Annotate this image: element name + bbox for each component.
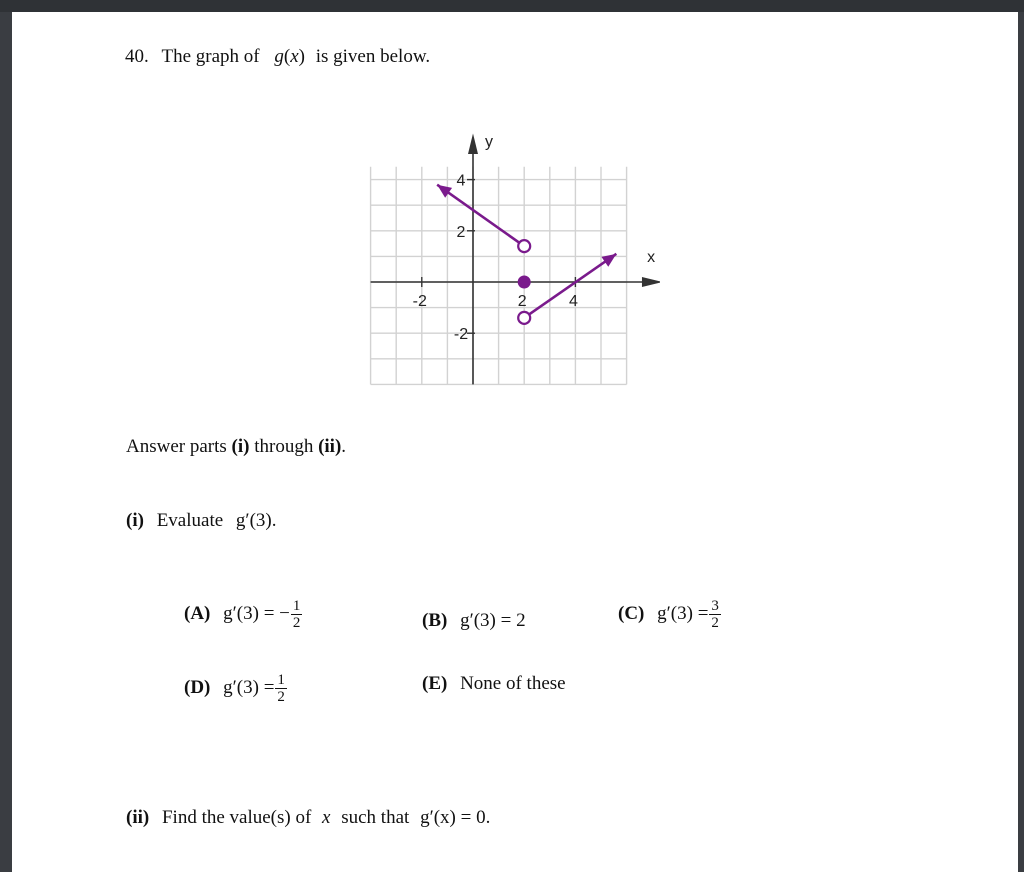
part-i-text: Evaluate — [156, 510, 224, 531]
part-ii-text2: such that — [341, 807, 410, 828]
paren-open: ( — [283, 46, 291, 67]
choice-a-label: (A) — [184, 602, 211, 624]
question-outro: is given below. — [315, 46, 431, 67]
y-axis-arrow — [468, 134, 478, 154]
function-graph — [360, 95, 660, 395]
choice-d-label: (D) — [184, 676, 211, 698]
segment-left — [437, 185, 524, 246]
choice-a-lhs: g′(3) = − — [223, 602, 290, 624]
instructions — [126, 436, 346, 458]
choice-e-label: (E) — [422, 673, 448, 694]
document-page — [12, 12, 1018, 872]
part-i-expr: g′(3). — [235, 510, 277, 531]
open-point — [518, 240, 530, 252]
y-axis-label: y — [485, 133, 493, 151]
x-tick-label: 2 — [517, 293, 527, 310]
choice-e-text: None of these — [460, 673, 566, 694]
y-tick-label: -2 — [453, 326, 469, 344]
graph-ticks — [413, 173, 578, 344]
choice-e[interactable] — [422, 673, 566, 695]
question-intro: The graph of — [161, 46, 260, 67]
graph-axes — [371, 134, 660, 385]
question-number: 40. — [125, 46, 149, 67]
graph-points — [518, 240, 531, 324]
x-axis-arrow — [642, 277, 660, 287]
part-ii-prompt — [126, 807, 490, 829]
x-tick-label: -2 — [412, 293, 427, 310]
part-ii-text1: Find the value(s) of — [161, 807, 312, 828]
part-ii-expr: g′(x) = 0. — [420, 807, 491, 828]
choice-c-lhs: g′(3) = — [657, 602, 709, 624]
part-i-prompt — [126, 510, 276, 532]
closed-point — [518, 276, 531, 289]
x-axis-label: x — [647, 249, 656, 266]
x-tick-label: 4 — [568, 293, 578, 310]
graph-grid — [371, 167, 627, 385]
instructions-part1: (i) — [231, 436, 250, 457]
choice-c[interactable] — [618, 598, 722, 631]
part-ii-var: x — [322, 807, 331, 828]
y-tick-label: 2 — [456, 223, 466, 241]
choice-a[interactable] — [184, 598, 303, 631]
y-tick-label: 4 — [456, 172, 466, 190]
function-var: x — [290, 46, 299, 67]
open-point — [518, 312, 530, 324]
choice-b-lhs: g′(3) = 2 — [460, 610, 526, 631]
choice-d-lhs: g′(3) = — [223, 676, 275, 698]
choice-b[interactable] — [422, 610, 526, 632]
choice-d-fraction: $\frac{1}{2}$ — [277, 672, 285, 705]
choice-c-fraction: $\frac{3}{2}$ — [711, 598, 719, 631]
part-i-label: (i) — [126, 510, 144, 531]
instructions-part2: (ii) — [318, 436, 342, 457]
choice-d[interactable] — [184, 672, 288, 705]
paren-close: ) — [298, 46, 305, 67]
series-arrowhead — [437, 185, 452, 198]
choice-c-label: (C) — [618, 602, 645, 624]
instructions-suffix: . — [341, 436, 347, 457]
choice-b-label: (B) — [422, 610, 448, 631]
viewer-top-bar — [0, 0, 1024, 12]
function-name: g — [274, 46, 284, 67]
instructions-prefix: Answer parts — [126, 436, 227, 457]
choice-a-fraction: $\frac{1}{2}$ — [292, 598, 301, 631]
instructions-mid: through — [254, 436, 314, 457]
part-ii-label: (ii) — [126, 807, 150, 828]
question-heading — [125, 46, 430, 68]
